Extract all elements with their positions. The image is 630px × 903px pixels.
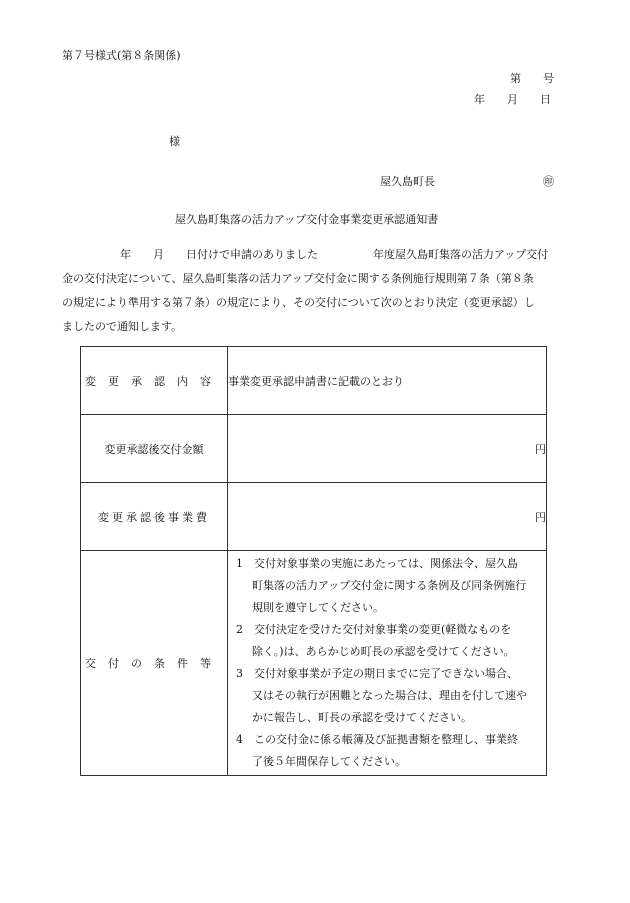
condition-line: 町集落の活力アップ交付金に関する条例及び同条例施行 [252, 579, 527, 592]
approval-table [80, 346, 547, 776]
condition-line: かに報告し、町長の承認を受けてください。 [252, 711, 472, 724]
notice-body [62, 243, 562, 339]
seal-mark: ㊞ [543, 175, 554, 188]
row-label: 変更承認内容 [81, 347, 228, 415]
condition-line: 2 交付決定を受けた交付対象事業の変更(軽微なものを [236, 623, 512, 636]
row-value: 事業変更承認申請書に記載のとおり [228, 347, 547, 415]
document-number: 第 号 [510, 72, 554, 85]
body-line: 金の交付決定について、屋久島町集落の活力アップ交付金に関する条例施行規則第７条（第８条 [62, 272, 534, 285]
issuer-name: 屋久島町長 [380, 175, 435, 188]
table-row [81, 483, 547, 551]
issue-date: 年 月 日 [474, 93, 551, 106]
recipient-suffix: 様 [169, 135, 180, 148]
row-label: 変更承認後交付金額 [81, 415, 228, 483]
table-row [81, 347, 547, 415]
body-line: の規定により準用する第７条）の規定により、その交付について次のとおり決定（変更承認）し [62, 296, 535, 309]
condition-line: 1 交付対象事業の実施にあたっては、関係法令、屋久島 [236, 557, 518, 570]
condition-line: 規則を遵守してください。 [252, 601, 384, 614]
yen-unit: 円 [228, 483, 547, 551]
body-line: ましたので通知します。 [62, 320, 183, 333]
body-line: 年 月 日付けで申請のありました 年度屋久島町集落の活力アップ交付 [120, 248, 549, 261]
condition-line: 了後５年間保存してください。 [252, 755, 406, 768]
table-row [81, 551, 547, 776]
condition-line: 又はその執行が困難となった場合は、理由を付して速や [252, 689, 527, 702]
condition-line: 3 交付対象事業が予定の期日までに完了できない場合、 [236, 667, 518, 680]
document-title: 屋久島町集落の活力アップ交付金事業変更承認通知書 [175, 213, 439, 226]
yen-unit: 円 [228, 415, 547, 483]
conditions-list [228, 551, 546, 775]
table-row [81, 415, 547, 483]
form-number: 第７号様式(第８条関係) [62, 49, 181, 62]
row-label: 交付の条件等 [81, 551, 228, 776]
condition-line: 除く。)は、あらかじめ町長の承認を受けてください。 [252, 645, 515, 658]
row-label: 変更承認後事業費 [81, 483, 228, 551]
condition-line: 4 この交付金に係る帳簿及び証拠書類を整理し、事業終 [236, 733, 518, 746]
conditions-cell [228, 551, 547, 776]
